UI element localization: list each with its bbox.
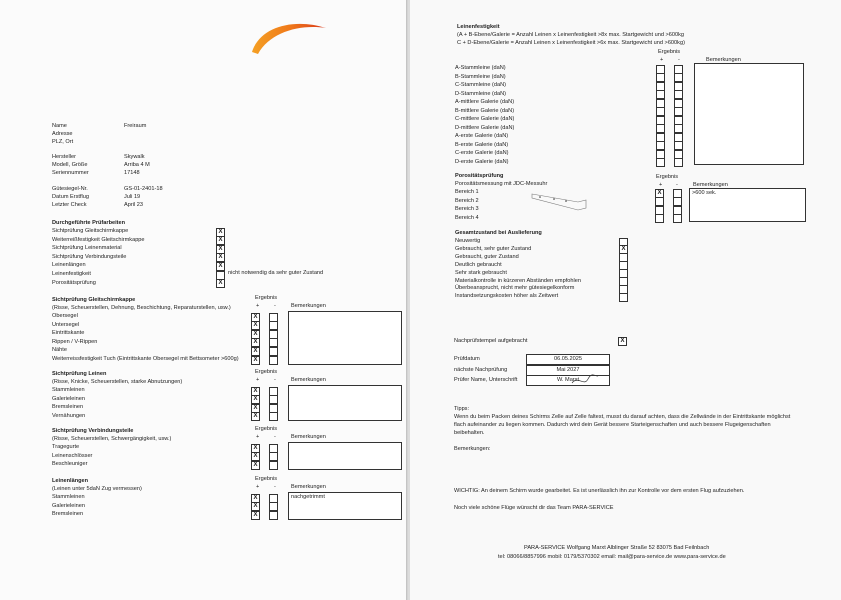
check-item-label: Stammleinen xyxy=(52,494,85,500)
plus-checkbox: X xyxy=(251,387,260,396)
condition-item-label: Gebraucht, sehr guter Zustand xyxy=(455,245,532,252)
ergebnis-label: Ergebnis xyxy=(255,426,278,432)
plus-checkbox: X xyxy=(251,356,260,365)
condition-item-label: Sehr stark gebraucht xyxy=(455,269,507,276)
minus-checkbox xyxy=(269,511,278,520)
check-item-label: Nähte xyxy=(52,347,67,354)
remarks-box xyxy=(288,385,402,421)
plus-checkbox: X xyxy=(251,412,260,421)
plus-checkbox: X xyxy=(251,338,260,347)
plus-checkbox: X xyxy=(251,502,260,511)
section-title: Sichtprüfung Leinen xyxy=(52,371,107,377)
plus-checkbox: X xyxy=(251,494,260,503)
check-item-label: Galerieleinen xyxy=(52,502,85,509)
check-item-label: Tragegurte xyxy=(52,444,80,450)
check-item-label: Beschleuniger xyxy=(52,461,88,468)
performed-item-label: Sichtprüfung Verbindungsteile xyxy=(52,253,127,260)
detail-value: GS-01-2401-18 xyxy=(124,186,163,192)
condition-item-label: Gebraucht, guter Zustand xyxy=(455,253,519,260)
detail-label: Adresse xyxy=(52,131,73,137)
tips-line: Wenn du beim Packen deines Schirms Zelle auf Zelle faltest, musst du darauf achten, dass die Zellwände in der Eintrittskante möglichst xyxy=(454,414,791,420)
plus-checkbox: X xyxy=(251,461,260,470)
plus-label: + xyxy=(256,377,260,383)
check-item-label: Rippen / V-Rippen xyxy=(52,338,98,345)
closing-note: Noch viele schöne Flüge wünscht dir das Team PARA-SERVICE xyxy=(454,505,614,511)
performed-item-label: Porositätsprüfung xyxy=(52,279,96,286)
condition-checkbox xyxy=(619,293,628,302)
plus-checkbox: X xyxy=(251,330,260,339)
performed-item-label: Sichtprüfung Leinenmaterial xyxy=(52,245,122,252)
festigkeit-rule-2: C + D-Ebene/Galerie = Anzahl Leinen x Leinenfestigkeit >6x max. Startgewicht und >600kg) xyxy=(457,40,685,46)
strength-item-label: A-mittlere Galerie (daN) xyxy=(455,99,515,105)
wing-sketch-icon xyxy=(530,190,590,212)
section-title: Sichtprüfung Gleitschirmkappe xyxy=(52,297,136,303)
condition-item-label: Instandsetzungskosten höher als Zeitwert xyxy=(455,293,559,300)
remarks-label: Bemerkungen xyxy=(291,303,326,309)
plus-label: + xyxy=(256,484,260,490)
plus-label: + xyxy=(660,57,664,63)
detail-label: Letzter Check xyxy=(52,202,87,208)
plus-label: + xyxy=(256,434,260,440)
plus-label: + xyxy=(659,182,663,188)
plus-label: + xyxy=(256,303,260,309)
plus-checkbox: X xyxy=(251,452,260,461)
detail-label: Hersteller xyxy=(52,154,76,160)
footer-contact: tel: 08066/8857996 mobil: 0179/5370302 email: mail@para-service.de www.para-service.de xyxy=(498,554,726,560)
minus-label: - xyxy=(274,377,276,383)
detail-value: Skywalk xyxy=(124,154,145,160)
stamp-checkbox: X xyxy=(618,337,627,346)
remarks-label: Bemerkungen xyxy=(291,377,326,383)
performed-item-label: Sichtprüfung Gleitschirmkappe xyxy=(52,228,129,234)
plus-checkbox: X xyxy=(251,444,260,453)
performed-note: nicht notwendig da sehr guter Zustand xyxy=(228,270,324,276)
detail-label: Seriennummer xyxy=(52,170,89,176)
porosity-area-label: Bereich 2 xyxy=(455,197,479,204)
date-row-value: 06.05.2025 xyxy=(526,354,610,365)
section-subtitle: (Risse, Knicke, Scheuerstellen, starke Abnutzungen) xyxy=(52,379,183,385)
strength-item-label: D-mittlere Galerie (daN) xyxy=(455,124,515,131)
remarks-label: Bemerkungen xyxy=(291,484,326,490)
check-item-label: Bremsleinen xyxy=(52,511,84,518)
condition-item-label: Deutlich gebraucht xyxy=(455,261,502,268)
condition-item-label: Überbeansprucht, nicht mehr gütesiegelkonform xyxy=(455,285,575,292)
performed-item-checkbox: X xyxy=(216,262,225,271)
condition-title: Gesamtzustand bei Auslieferung xyxy=(455,230,542,236)
plus-checkbox: X xyxy=(251,511,260,520)
condition-item-label: Neuwertig xyxy=(455,238,481,244)
ergebnis-label: Ergebnis xyxy=(658,49,681,55)
section-title: Sichtprüfung Verbindungsteile xyxy=(52,428,134,434)
remarks-box xyxy=(288,311,402,365)
date-row-value: W. Marxt xyxy=(526,375,610,386)
performed-title: Durchgeführte Prüfarbeiten xyxy=(52,220,126,226)
performed-item-label: Weiterreißfestigkeit Gleitschirmkappe xyxy=(52,236,145,243)
remarks-box xyxy=(288,442,402,470)
detail-value: Juli 19 xyxy=(124,194,141,200)
plus-checkbox xyxy=(655,214,664,223)
section-subtitle: (Risse, Scheuerstellen, Schwergängigkeit, usw.) xyxy=(52,436,172,442)
festigkeit-title: Leinenfestigkeit xyxy=(457,24,500,30)
detail-value: 17148 xyxy=(124,170,140,176)
check-item-label: Leinenschlösser xyxy=(52,452,93,459)
important-note: WICHTIG: An deinem Schirm wurde gearbeitet. Es ist unerlässlich ihn zur Kontrolle vor dem ersten Flug aufzuziehen. xyxy=(454,488,745,494)
strength-item-label: B-mittlere Galerie (daN) xyxy=(455,107,515,114)
tips-line: flach aufeinander zu liegen kommen. Dadurch wird dein Gerät bessere Starteigenschaften und auch bessere Flugeigenschaften xyxy=(454,422,771,428)
minus-label: - xyxy=(678,57,680,63)
detail-value: April 23 xyxy=(124,202,143,208)
minus-checkbox xyxy=(269,412,278,421)
strength-item-label: D-Stammleine (daN) xyxy=(455,90,506,97)
plus-checkbox: X xyxy=(251,347,260,356)
ergebnis-label: Ergebnis xyxy=(255,476,278,482)
left-page xyxy=(0,0,408,600)
section-subtitle: (Leinen unter 5daN Zug vermessen) xyxy=(52,486,142,492)
performed-item-label: Leinenlängen xyxy=(52,262,86,269)
minus-label: - xyxy=(676,182,678,188)
ergebnis-label: Ergebnis xyxy=(255,369,278,375)
performed-item-label: Leinenfestigkeit xyxy=(52,271,91,277)
tips-title: Tipps: xyxy=(454,406,470,412)
minus-label: - xyxy=(274,484,276,490)
strength-item-label: B-erste Galerie (daN) xyxy=(455,141,509,148)
stamp-label: Nachprüfstempel aufgebracht xyxy=(454,338,528,344)
performed-item-checkbox: X xyxy=(216,236,225,245)
performed-item-checkbox: X xyxy=(216,279,225,288)
remarks-box: nachgetrimmt xyxy=(288,492,402,520)
porosity-remarks-box: >600 sek. xyxy=(689,188,806,222)
detail-label: Name xyxy=(52,123,67,129)
right-page xyxy=(410,0,841,600)
tips-line: beibehalten. xyxy=(454,430,485,436)
remarks-box xyxy=(694,63,804,165)
wing-logo-icon xyxy=(240,16,330,56)
plus-checkbox: X xyxy=(655,189,664,198)
minus-label: - xyxy=(274,303,276,309)
date-row-label: nächste Nachprüfung xyxy=(454,366,508,373)
plus-checkbox: X xyxy=(251,395,260,404)
remarks-label: Bemerkungen xyxy=(693,182,728,188)
ergebnis-label: Ergebnis xyxy=(656,174,679,180)
check-item-label: Bremsleinen xyxy=(52,404,84,411)
plus-checkbox xyxy=(656,158,665,167)
detail-label: Datum Erstflug xyxy=(52,194,89,200)
strength-item-label: D-erste Galerie (daN) xyxy=(455,158,509,165)
porosity-area-label: Bereich 4 xyxy=(455,214,479,221)
plus-checkbox: X xyxy=(251,313,260,322)
porosity-subtitle: Porositätsmessung mit JDC-Messuhr xyxy=(455,181,548,187)
porosity-title: Porositätsprüfung xyxy=(455,173,504,179)
remarks-label: Bemerkungen xyxy=(291,434,326,440)
festigkeit-rule-1: (A + B-Ebene/Galerie = Anzahl Leinen x Leinenfestigkeit >8x max. Startgewicht und >600kg xyxy=(457,32,684,38)
check-item-label: Galerieleinen xyxy=(52,395,85,402)
check-item-label: Obersegel xyxy=(52,313,78,319)
strength-item-label: B-Stammleine (daN) xyxy=(455,73,506,80)
detail-label: Modell, Größe xyxy=(52,162,88,168)
plus-checkbox: X xyxy=(251,321,260,330)
detail-label: Gütesiegel-Nr. xyxy=(52,186,88,192)
minus-checkbox xyxy=(673,214,682,223)
minus-label: - xyxy=(274,434,276,440)
strength-item-label: A-Stammleine (daN) xyxy=(455,65,506,71)
check-item-label: Weiterreissfestigkeit Tuch (Eintrittskante Obersegel mit Bettsometer >600g) xyxy=(52,356,239,362)
remarks-label: Bemerkungen xyxy=(706,57,741,63)
remarks-heading: Bemerkungen: xyxy=(454,446,491,452)
plus-checkbox: X xyxy=(251,404,260,413)
porosity-area-label: Bereich 3 xyxy=(455,206,479,212)
minus-checkbox xyxy=(269,461,278,470)
check-item-label: Vernähungen xyxy=(52,412,86,419)
page-fold xyxy=(406,0,408,600)
detail-value: Arriba 4 M xyxy=(124,162,150,168)
section-title: Leinenlängen xyxy=(52,478,89,484)
check-item-label: Stammleinen xyxy=(52,387,85,393)
porosity-area-label: Bereich 1 xyxy=(455,189,479,195)
ergebnis-label: Ergebnis xyxy=(255,295,278,301)
section-subtitle: (Risse, Scheuerstellen, Dehnung, Beschichtung, Reparaturstellen, usw.) xyxy=(52,305,231,311)
date-row-label: Prüfdatum xyxy=(454,356,480,362)
date-row-label: Prüfer Name, Unterschrift xyxy=(454,377,518,383)
signature-icon xyxy=(570,373,600,387)
footer-address: PARA-SERVICE Wolfgang Marxt Alblinger Straße 52 83075 Bad Feilnbach xyxy=(524,545,710,551)
strength-item-label: A-erste Galerie (daN) xyxy=(455,133,509,139)
date-row-value: Mai 2027 xyxy=(526,365,610,376)
check-item-label: Untersegel xyxy=(52,321,80,328)
performed-item-checkbox: X xyxy=(216,228,225,237)
minus-checkbox xyxy=(269,356,278,365)
strength-item-label: C-Stammleine (daN) xyxy=(455,82,506,88)
check-item-label: Eintrittskante xyxy=(52,330,85,337)
condition-checkbox: X xyxy=(619,245,628,254)
condition-item-label: Materialkontrolle in kürzeren Abständen empfohlen xyxy=(455,277,581,284)
strength-item-label: C-erste Galerie (daN) xyxy=(455,150,509,156)
minus-checkbox xyxy=(674,158,683,167)
strength-item-label: C-mittlere Galerie (daN) xyxy=(455,116,515,122)
performed-item-checkbox: X xyxy=(216,245,225,254)
detail-label: PLZ, Ort xyxy=(52,139,74,145)
performed-item-checkbox: X xyxy=(216,253,225,262)
detail-value: Freiraum xyxy=(124,123,147,129)
